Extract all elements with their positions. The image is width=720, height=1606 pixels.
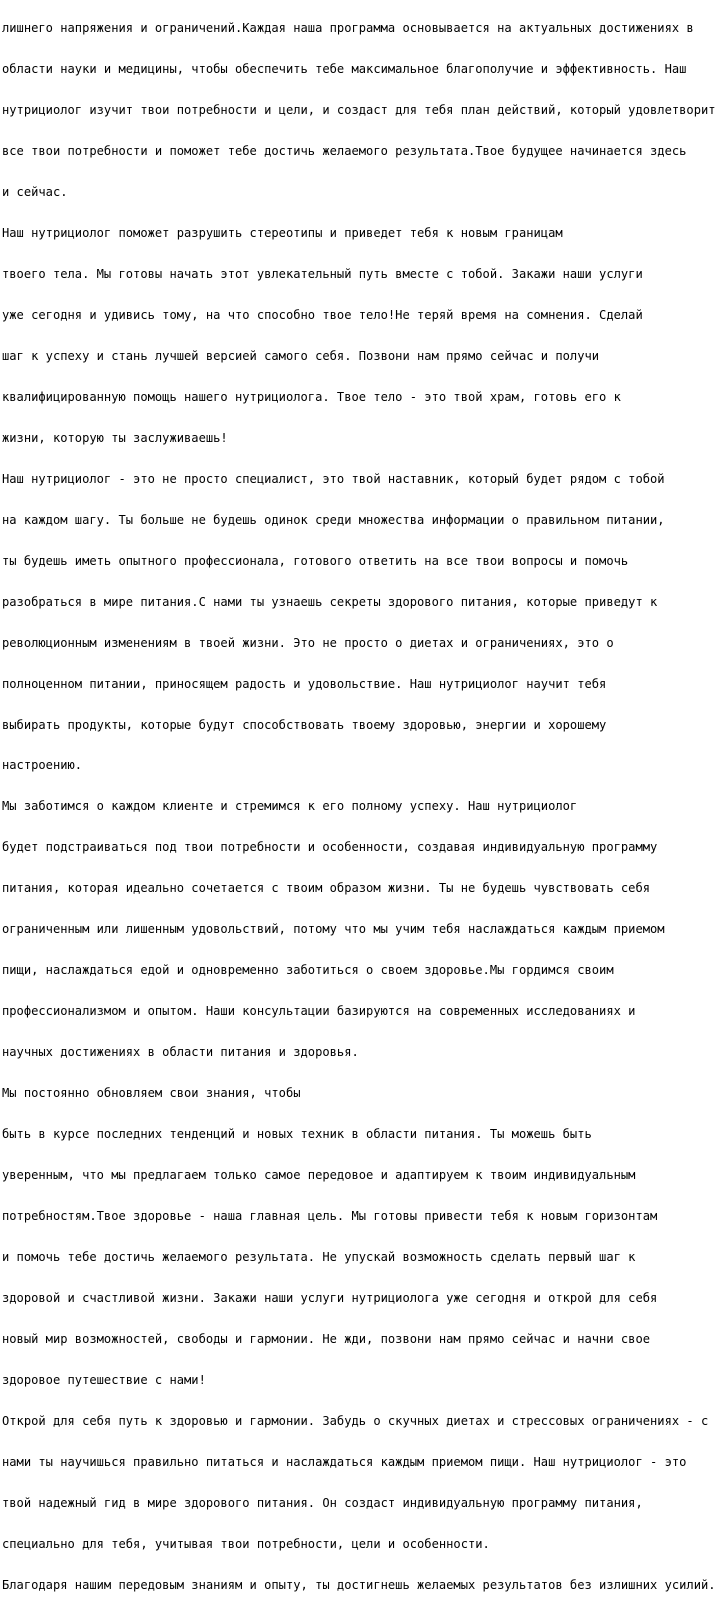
text-line: Мы заботимся о каждом клиенте и стремимся к его полному успеху. Наш нутрициолог bbox=[2, 799, 578, 814]
text-line: будет подстраиваться под твои потребности и особенности, создавая индивидуальную программу bbox=[2, 840, 658, 855]
text-line: и помочь тебе достичь желаемого результата. Не упускай возможность сделать первый шаг к bbox=[2, 1249, 636, 1264]
text-line: Мы постоянно обновляем свои знания, чтобы bbox=[2, 1086, 301, 1101]
text-line: настроению. bbox=[2, 758, 83, 773]
text-line: революционным изменениям в твоей жизни. Это не просто о диетах и ограничениях, это о bbox=[2, 635, 614, 650]
text-line: на каждом шагу. Ты больше не будешь одинок среди множества информации о правильном питании, bbox=[2, 512, 665, 527]
text-line: профессионализмом и опытом. Наши консультации базируются на современных исследованиях и bbox=[2, 1004, 636, 1019]
text-line: жизни, которую ты заслуживаешь! bbox=[2, 430, 228, 445]
text-line: нами ты научишься правильно питаться и наслаждаться каждым приемом пищи. Наш нутрициолог - это bbox=[2, 1454, 687, 1469]
text-line: уже сегодня и удивись тому, на что способно твое тело!Не теряй время на сомнения. Сделай bbox=[2, 307, 643, 322]
text-line: полноценном питании, приносящем радость и удовольствие. Наш нутрициолог научит тебя bbox=[2, 676, 607, 691]
text-line: Наш нутрициолог - это не просто специалист, это твой наставник, который будет рядом с тобой bbox=[2, 471, 665, 486]
text-line: и сейчас. bbox=[2, 185, 68, 200]
text-line: новый мир возможностей, свободы и гармонии. Не жди, позвони нам прямо сейчас и начни свое bbox=[2, 1331, 651, 1346]
text-line: области науки и медицины, чтобы обеспечить тебе максимальное благополучие и эффективность. Наш bbox=[2, 62, 687, 77]
text-line: нутрициолог изучит твои потребности и цели, и создаст для тебя план действий, который удовлетворит bbox=[2, 103, 716, 118]
text-line: специально для тебя, учитывая твои потребности, цели и особенности. bbox=[2, 1536, 490, 1551]
text-line: Открой для себя путь к здоровью и гармонии. Забудь о скучных диетах и стрессовых ограничениях - с bbox=[2, 1413, 709, 1428]
document-text bbox=[2, 0, 718, 1606]
text-line: выбирать продукты, которые будут способствовать твоему здоровью, энергии и хорошему bbox=[2, 717, 607, 732]
text-line: научных достижениях в области питания и здоровья. bbox=[2, 1045, 359, 1060]
text-line: ты будешь иметь опытного профессионала, готового ответить на все твои вопросы и помочь bbox=[2, 553, 629, 568]
text-line: Благодаря нашим передовым знаниям и опыту, ты достигнешь желаемых результатов без излишних усилий. bbox=[2, 1577, 716, 1592]
text-line: уверенным, что мы предлагаем только самое передовое и адаптируем к твоим индивидуальным bbox=[2, 1168, 636, 1182]
text-line: быть в курсе последних тенденций и новых техник в области питания. Ты можешь быть bbox=[2, 1127, 592, 1142]
text-line: Наш нутрициолог поможет разрушить стереотипы и приведет тебя к новым границам bbox=[2, 226, 563, 241]
text-line: лишнего напряжения и ограничений.Каждая наша программа основывается на актуальных достижениях в bbox=[2, 21, 694, 36]
text-line: все твои потребности и поможет тебе достичь желаемого результата.Твое будущее начинается здесь bbox=[2, 144, 687, 159]
text-line: твой надежный гид в мире здорового питания. Он создаст индивидуальную программу питания, bbox=[2, 1495, 643, 1510]
text-line: ограниченным или лишенным удовольствий, потому что мы учим тебя наслаждаться каждым приемом bbox=[2, 922, 665, 937]
text-line: здоровое путешествие с нами! bbox=[2, 1372, 206, 1387]
text-line: квалифицированную помощь нашего нутрициолога. Твое тело - это твой храм, готовь его к bbox=[2, 389, 621, 404]
text-line: питания, которая идеально сочетается с твоим образом жизни. Ты не будешь чувствовать себя bbox=[2, 881, 651, 896]
text-line: здоровой и счастливой жизни. Закажи наши услуги нутрициолога уже сегодня и открой для себя bbox=[2, 1290, 658, 1305]
text-line: потребностям.Твое здоровье - наша главная цель. Мы готовы привести тебя к новым горизонтам bbox=[2, 1208, 658, 1223]
text-line: шаг к успеху и стань лучшей версией самого себя. Позвони нам прямо сейчас и получи bbox=[2, 348, 600, 363]
text-line: разобраться в мире питания.С нами ты узнаешь секреты здорового питания, которые приведут к bbox=[2, 594, 658, 609]
text-line: твоего тела. Мы готовы начать этот увлекательный путь вместе с тобой. Закажи наши услуги bbox=[2, 267, 643, 282]
text-line: пищи, наслаждаться едой и одновременно заботиться о своем здоровье.Мы гордимся своим bbox=[2, 963, 614, 978]
